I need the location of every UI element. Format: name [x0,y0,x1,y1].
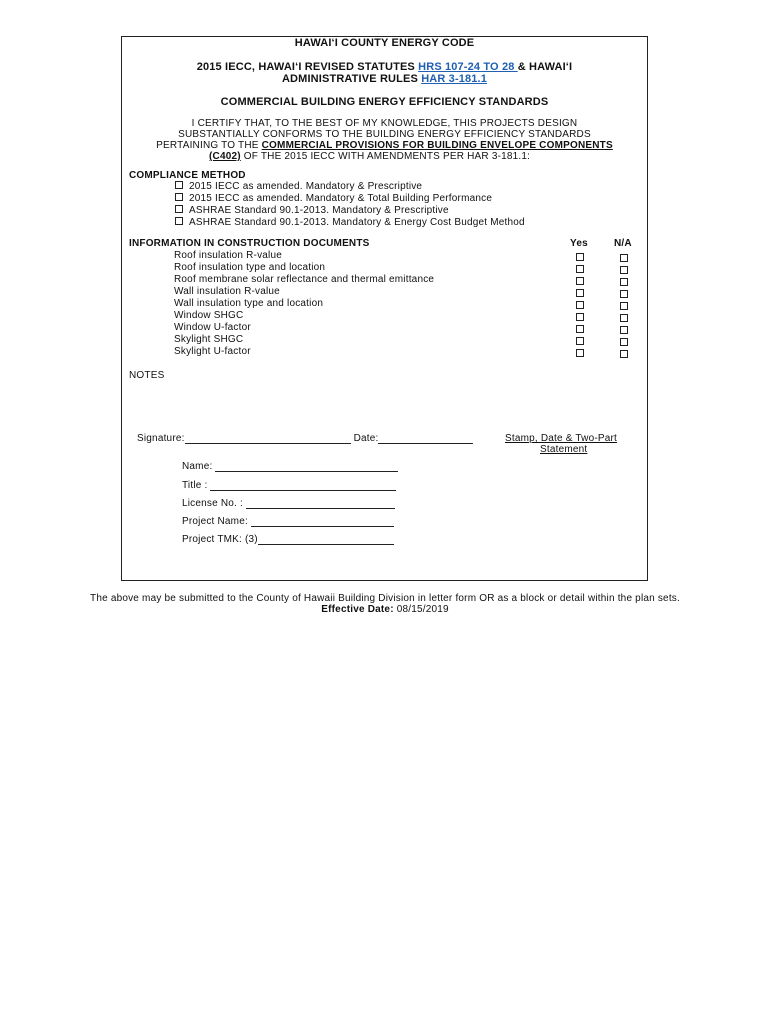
info-item-label: Wall insulation R-value [174,286,280,297]
info-yes-checkbox[interactable] [576,301,584,309]
info-yes-checkbox[interactable] [576,325,584,333]
info-na-checkbox[interactable] [620,326,628,334]
info-yes-checkbox[interactable] [576,253,584,261]
info-item-label: Roof membrane solar reflectance and thermal emittance [174,274,435,285]
form-subtitle: COMMERCIAL BUILDING ENERGY EFFICIENCY STANDARDS [220,96,549,108]
license-line[interactable] [246,498,395,509]
info-na-checkbox[interactable] [620,254,628,262]
compliance-heading: COMPLIANCE METHOD [129,170,246,181]
signature-line[interactable] [185,433,351,444]
statutes-line [122,61,647,73]
form-title: HAWAI‘I COUNTY ENERGY CODE [294,37,475,49]
title-label: Title : [182,480,208,491]
compliance-option-label: ASHRAE Standard 90.1-2013. Mandatory & Prescriptive [189,205,449,216]
project-name-label: Project Name: [182,516,248,527]
notes-label: NOTES [129,370,165,381]
info-yes-checkbox[interactable] [576,313,584,321]
certify-line-3-prefix: PERTAINING TO THE [156,140,262,151]
effective-date-value: 08/15/2019 [393,604,449,615]
name-label: Name: [182,461,213,472]
info-yes-checkbox[interactable] [576,289,584,297]
info-item-label: Window SHGC [174,310,244,321]
stamp-label-line-1: Stamp, Date & Two-Part [505,433,618,444]
effective-date [0,604,770,615]
info-item-label: Window U-factor [174,322,251,333]
envelope-provisions-text: COMMERCIAL PROVISIONS FOR BUILDING ENVELOPE COMPONENTS [261,140,613,151]
license-label: License No. : [182,498,243,509]
footer-note: The above may be submitted to the County of Hawaii Building Division in letter form OR as a block or detail within the plan sets. [90,593,680,604]
statutes-prefix: 2015 IECC, HAWAI‘I REVISED STATUTES [196,61,419,73]
har-link[interactable]: HAR 3-181.1 [421,73,488,85]
info-item-label: Wall insulation type and location [174,298,324,309]
c402-text: (C402) [209,151,241,162]
info-na-checkbox[interactable] [620,266,628,274]
date-label: Date: [353,433,379,444]
certify-line-3 [122,140,647,151]
compliance-checkbox[interactable] [175,181,183,189]
compliance-option[interactable] [175,205,449,216]
effective-date-label: Effective Date: [321,604,394,615]
info-item-label: Roof insulation type and location [174,262,326,273]
admin-rules-prefix: ADMINISTRATIVE RULES [281,73,422,85]
info-item-label: Skylight SHGC [174,334,244,345]
info-item-label: Skylight U-factor [174,346,251,357]
compliance-option-label: 2015 IECC as amended. Mandatory & Prescriptive [189,181,423,192]
yes-column-header: Yes [570,238,588,249]
info-item-label: Roof insulation R-value [174,250,282,261]
compliance-checkbox[interactable] [175,205,183,213]
info-yes-checkbox[interactable] [576,265,584,273]
certify-line-4-suffix: OF THE 2015 IECC WITH AMENDMENTS PER HAR 3-181.1: [240,151,531,162]
title-field[interactable] [182,480,396,491]
info-na-checkbox[interactable] [620,338,628,346]
compliance-option[interactable] [175,181,422,192]
project-tmk-label: Project TMK: (3) [182,534,258,545]
certify-line-2: SUBSTANTIALLY CONFORMS TO THE BUILDING ENERGY EFFICIENCY STANDARDS [178,129,591,140]
certify-line-1: I CERTIFY THAT, TO THE BEST OF MY KNOWLEDGE, THIS PROJECTS DESIGN [191,118,578,129]
info-yes-checkbox[interactable] [576,277,584,285]
info-yes-checkbox[interactable] [576,337,584,345]
info-na-checkbox[interactable] [620,314,628,322]
hrs-link[interactable]: HRS 107-24 TO 28 [418,61,518,73]
project-name-field[interactable] [182,516,394,527]
project-name-line[interactable] [251,516,394,527]
license-field[interactable] [182,498,395,509]
signature-label: Signature: [137,433,185,444]
admin-rules-line [122,73,647,85]
info-na-checkbox[interactable] [620,302,628,310]
name-field[interactable] [182,461,398,472]
info-na-checkbox[interactable] [620,290,628,298]
info-na-checkbox[interactable] [620,278,628,286]
compliance-option[interactable] [175,193,492,204]
date-line[interactable] [378,433,473,444]
compliance-option[interactable] [175,217,525,228]
title-line[interactable] [210,480,396,491]
name-line[interactable] [215,461,398,472]
signature-field[interactable] [137,433,473,444]
statutes-suffix: & HAWAI‘I [517,61,573,73]
certify-line-4 [209,151,530,162]
compliance-checkbox[interactable] [175,217,183,225]
stamp-label-line-2: Statement [540,444,588,455]
compliance-option-label: ASHRAE Standard 90.1-2013. Mandatory & Energy Cost Budget Method [189,217,525,228]
info-yes-checkbox[interactable] [576,349,584,357]
info-na-checkbox[interactable] [620,350,628,358]
compliance-checkbox[interactable] [175,193,183,201]
energy-code-form [121,36,648,581]
compliance-option-label: 2015 IECC as amended. Mandatory & Total Building Performance [189,193,493,204]
project-tmk-line[interactable] [258,534,394,545]
project-tmk-field[interactable] [182,534,394,545]
info-heading: INFORMATION IN CONSTRUCTION DOCUMENTS [129,238,370,249]
na-column-header: N/A [614,238,632,249]
